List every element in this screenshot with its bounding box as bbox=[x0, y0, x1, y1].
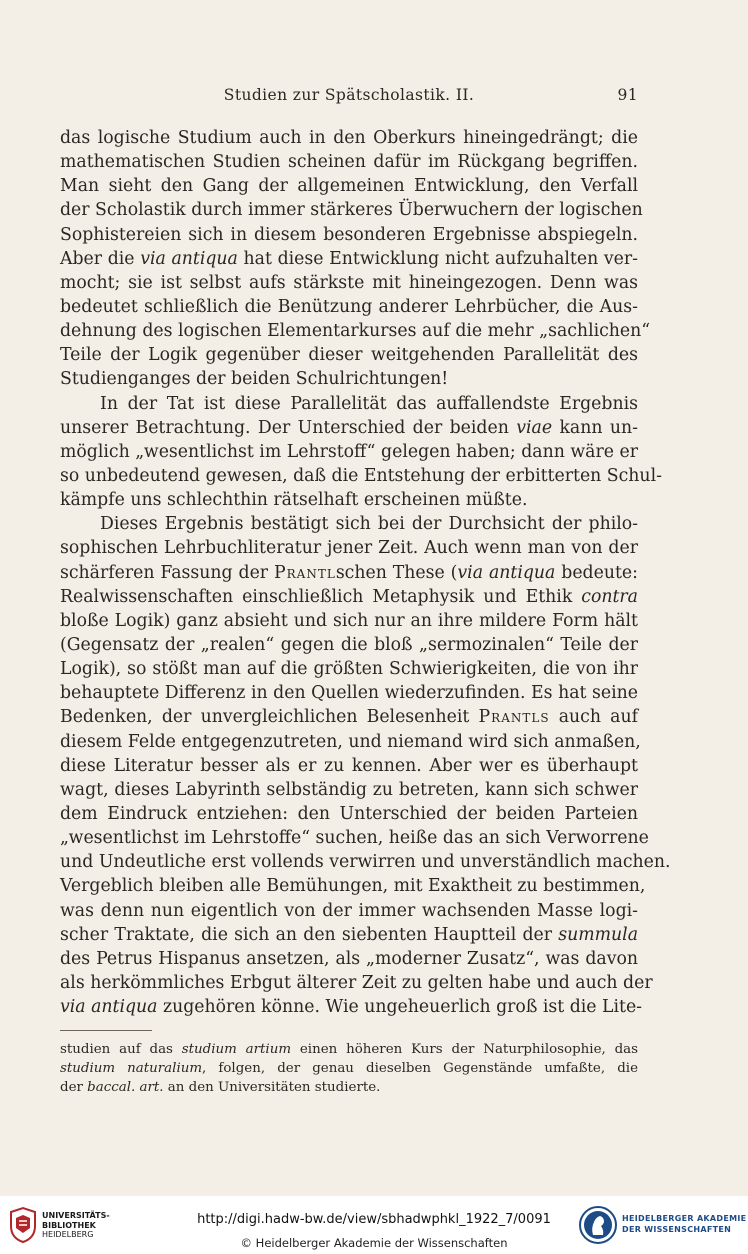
italic-term: via antiqua bbox=[60, 997, 158, 1018]
body-line: unserer Betrachtung. Der Unterschied der beiden viae kann un- bbox=[60, 417, 638, 438]
body-line: dem Eindruck entziehen: den Unterschied der beiden Parteien bbox=[60, 803, 638, 824]
running-head bbox=[60, 86, 638, 110]
body-line: via antiqua zugehören könne. Wie ungeheuerlich groß ist die Lite- bbox=[60, 997, 643, 1018]
body-line: und Undeutliche erst vollends verwirren und unverständlich machen. bbox=[60, 852, 671, 873]
italic-term: contra bbox=[581, 586, 638, 607]
author-name: Prantls bbox=[478, 707, 550, 728]
italic-term: baccal. art. bbox=[87, 1080, 164, 1095]
footnote-line: studium naturalium, folgen, der genau dieselben Gegenstände umfaßte, die bbox=[60, 1061, 638, 1076]
body-line: wagt, dieses Labyrinth selbständig zu betreten, kann sich schwer bbox=[60, 779, 638, 800]
italic-term: viae bbox=[516, 417, 553, 438]
body-line: Logik), so stößt man auf die größten Schwierigkeiten, die von ihr bbox=[60, 659, 638, 680]
body-line: Man sieht den Gang der allgemeinen Entwicklung, den Verfall bbox=[60, 176, 638, 197]
library-name: UNIVERSITÄTS- BIBLIOTHEK HEIDELBERG bbox=[42, 1211, 110, 1239]
body-line: „wesentlichst im Lehrstoffe“ suchen, heiße das an sich Verworrene bbox=[60, 828, 649, 849]
body-line: dehnung des logischen Elementarkurses auf die mehr „sachlichen“ bbox=[60, 321, 651, 342]
body-line: Teile der Logik gegenüber dieser weitgehenden Parallelität des bbox=[60, 345, 638, 366]
body-line: was denn nun eigentlich von der immer wachsenden Masse logi- bbox=[60, 900, 638, 921]
body-line: möglich „wesentlichst im Lehrstoff“ gelegen haben; dann wäre er bbox=[60, 441, 638, 462]
body-line: als herkömmliches Erbgut älterer Zeit zu gelten habe und auch der bbox=[60, 972, 653, 993]
body-line: In der Tat ist diese Parallelität das auffallendste Ergebnis bbox=[100, 393, 638, 414]
footnote-rule bbox=[60, 1030, 152, 1031]
running-head-title: Studien zur Spätscholastik. II. bbox=[223, 86, 475, 104]
viewer-footer bbox=[0, 1196, 748, 1254]
permalink-url[interactable]: http://digi.hadw-bw.de/view/sbhadwphkl_1922_7/0091 bbox=[197, 1212, 551, 1227]
body-line: diesem Felde entgegenzutreten, und niemand wird sich anmaßen, bbox=[60, 731, 641, 752]
footnote-line: studien auf das studium artium einen höheren Kurs der Naturphilosophie, das bbox=[60, 1042, 639, 1057]
body-line: Realwissenschaften einschließlich Metaphysik und Ethik contra bbox=[60, 586, 638, 607]
italic-term: studium artium bbox=[181, 1042, 292, 1057]
body-line: der Scholastik durch immer stärkeres Überwuchern der logischen bbox=[60, 200, 643, 221]
academy-logo[interactable] bbox=[578, 1204, 747, 1248]
body-line: Studienganges der beiden Schulrichtungen! bbox=[60, 369, 449, 390]
author-name: Prantl bbox=[274, 562, 336, 583]
page-number: 91 bbox=[617, 86, 638, 104]
body-line: das logische Studium auch in den Oberkurs hineingedrängt; die bbox=[60, 128, 638, 148]
body-line: Dieses Ergebnis bestätigt sich bei der Durchsicht der philo- bbox=[100, 514, 638, 535]
body-line: bloße Logik) ganz absieht und sich nur an ihre mildere Form hält bbox=[60, 610, 638, 631]
body-line: Sophistereien sich in diesem besonderen Ergebnisse abspiegeln. bbox=[60, 224, 638, 245]
body-line: diese Literatur besser als er zu kennen. Aber wer es überhaupt bbox=[60, 755, 638, 776]
italic-term: studium naturalium bbox=[60, 1061, 203, 1076]
body-line: des Petrus Hispanus ansetzen, als „moderner Zusatz“, was davon bbox=[60, 948, 638, 969]
body-line: kämpfe uns schlechthin rätselhaft erscheinen müßte. bbox=[60, 490, 528, 511]
body-line: so unbedeutend gewesen, daß die Entstehung der erbitterten Schul- bbox=[60, 465, 662, 486]
academy-name: HEIDELBERGER AKADEMIE DER WISSENSCHAFTEN bbox=[622, 1214, 747, 1234]
italic-term: summula bbox=[558, 924, 638, 945]
copyright-notice: © Heidelberger Akademie der Wissenschaften bbox=[240, 1236, 508, 1250]
body-line: bedeutet schließlich die Benützung anderer Lehrbücher, die Aus- bbox=[60, 296, 638, 317]
italic-term: via antiqua bbox=[140, 248, 238, 269]
body-line: schärferen Fassung der Prantlschen These (via antiqua bedeute: bbox=[60, 562, 638, 583]
footnote bbox=[60, 1040, 638, 1097]
body-line: mathematischen Studien scheinen dafür im Rückgang begriffen. bbox=[60, 152, 638, 173]
body-line: Vergeblich bleiben alle Bemühungen, mit Exaktheit zu bestimmen, bbox=[60, 876, 646, 897]
body-text bbox=[60, 126, 671, 1019]
body-line: (Gegensatz der „realen“ gegen die bloß „sermozinalen“ Teile der bbox=[60, 634, 638, 655]
body-line: sophischen Lehrbuchliteratur jener Zeit. Auch wenn man von der bbox=[60, 538, 638, 559]
body-line: Bedenken, der unvergleichlichen Belesenheit Prantls auch auf bbox=[60, 707, 638, 728]
body-line: mocht; sie ist selbst aufs stärkste mit hineingezogen. Denn was bbox=[60, 272, 638, 293]
body-line: scher Traktate, die sich an den siebenten Hauptteil der summula bbox=[60, 924, 638, 945]
body-line: behauptete Differenz in den Quellen wiederzufinden. Es hat seine bbox=[60, 683, 638, 704]
body-line: Aber die via antiqua hat diese Entwicklung nicht aufzuhalten ver- bbox=[60, 248, 638, 269]
footnote-line: der baccal. art. an den Universitäten studierte. bbox=[60, 1080, 381, 1095]
italic-term: via antiqua bbox=[457, 562, 556, 583]
academy-seal-icon bbox=[578, 1204, 618, 1246]
